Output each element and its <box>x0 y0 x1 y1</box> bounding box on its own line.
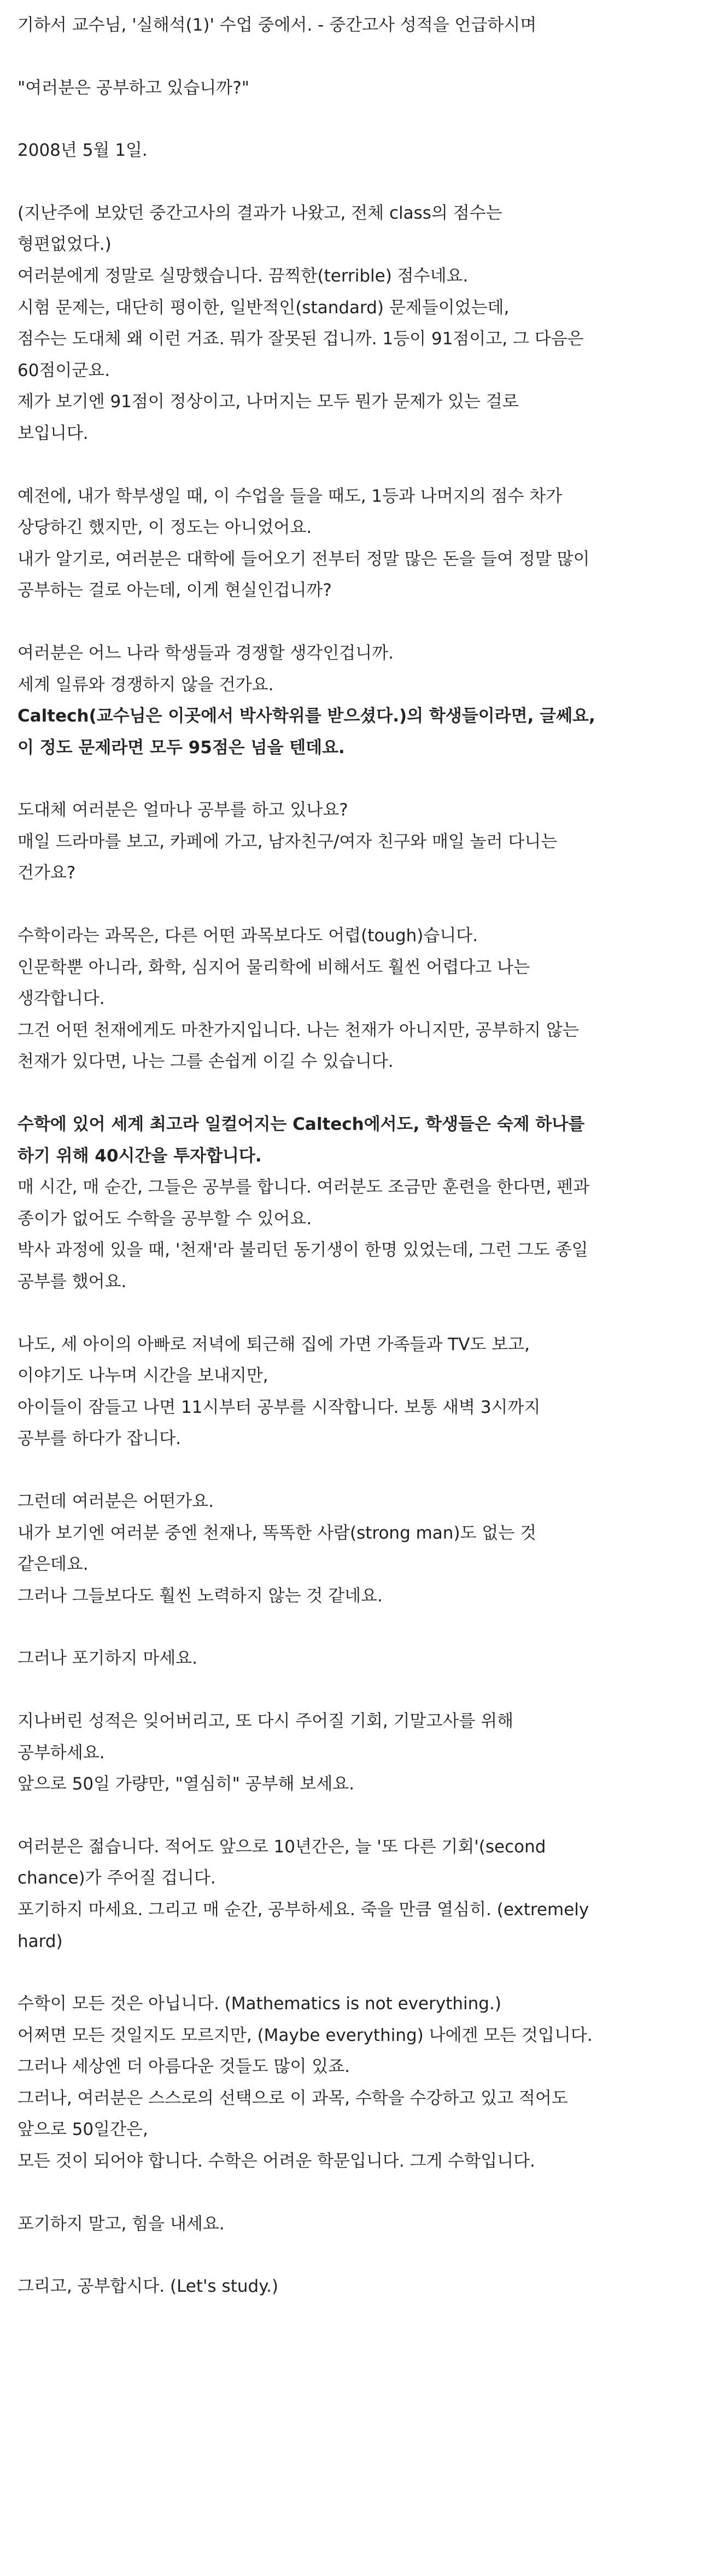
text-line: 그러나, 여러분은 스스로의 선택으로 이 과목, 수학을 수강하고 있고 적어도 <box>17 2088 568 2108</box>
text-line: 종이가 없어도 수학을 공부할 수 있어요. <box>17 1208 312 1229</box>
text-line-bold: 이 정도 문제라면 모두 95점은 넘을 텐데요. <box>17 737 345 758</box>
text-line: "여러분은 공부하고 있습니까?" <box>17 78 250 98</box>
text-line: 예전에, 내가 학부생일 때, 이 수업을 들을 때도, 1등과 나머지의 점수 차가 <box>17 486 563 506</box>
text-line: 보입니다. <box>17 423 89 443</box>
text-line: 공부하세요. <box>17 1742 105 1763</box>
paragraph-study-habits <box>17 795 691 889</box>
text-line: chance)가 주어질 겁니다. <box>17 1868 216 1888</box>
text-line: 수학이라는 과목은, 다른 어떤 과목보다도 어렵(tough)습니다. <box>17 926 478 946</box>
text-line-bold: Caltech(교수님은 이곳에서 박사학위를 받으셨다.)의 학생들이라면, 글쎄요, <box>17 706 595 726</box>
text-line: 앞으로 50일간은, <box>17 2120 148 2140</box>
text-line: 생각합니다. <box>17 989 105 1009</box>
text-line: 포기하지 말고, 힘을 내세요. <box>17 2214 225 2234</box>
text-line-bold: 하기 위해 40시간을 투자합니다. <box>17 1146 262 1166</box>
text-line: 기하서 교수님, '실해석(1)' 수업 중에서. - 중간고사 성적을 언급하시며 <box>17 15 537 35</box>
text-line: 매일 드라마를 보고, 카페에 가고, 남자친구/여자 친구와 매일 놀러 다니는 <box>17 831 558 852</box>
text-line: 지나버린 성적은 잊어버리고, 또 다시 주어질 기회, 기말고사를 위해 <box>17 1711 514 1731</box>
paragraph-date <box>17 135 691 167</box>
text-line: 그리고, 공부합시다. (Let's study.) <box>17 2276 279 2297</box>
paragraph-professor-routine <box>17 1329 691 1455</box>
text-line: 건가요? <box>17 863 76 883</box>
paragraph-midterm-results <box>17 198 691 450</box>
text-line: 내가 보기엔 여러분 중엔 천재나, 똑똑한 사람(strong man)도 없는 것 <box>17 1523 537 1543</box>
text-line: 그러나 세상엔 더 아름다운 것들도 많이 있죠. <box>17 2057 350 2077</box>
text-line: 앞으로 50일 가량만, "열심히" 공부해 보세요. <box>17 1774 355 1794</box>
text-line: 그러나 그들보다도 훨씬 노력하지 않는 것 같네요. <box>17 1586 383 1606</box>
text-line: 제가 보기엔 91점이 정상이고, 나머지는 모두 뭔가 문제가 있는 걸로 <box>17 392 519 412</box>
text-line: 포기하지 마세요. 그리고 매 순간, 공부하세요. 죽을 만큼 열심히. (extremely <box>17 1899 589 1920</box>
text-line: 아이들이 잠들고 나면 11시부터 공부를 시작합니다. 보통 새벽 3시까지 <box>17 1397 541 1417</box>
text-line: 시험 문제는, 대단히 평이한, 일반적인(standard) 문제들이었는데, <box>17 297 510 318</box>
paragraph-past-comparison <box>17 481 691 607</box>
text-line: 공부를 했어요. <box>17 1272 127 1292</box>
text-line: 점수는 도대체 왜 이런 거죠. 뭐가 잘못된 겁니까. 1등이 91점이고, 그 다음은 <box>17 329 584 349</box>
text-line: 상당하긴 했지만, 이 정도는 아니었어요. <box>17 518 312 538</box>
text-line: 도대체 여러분은 얼마나 공부를 하고 있나요? <box>17 800 348 820</box>
text-line: 그런데 여러분은 어떤가요. <box>17 1491 214 1511</box>
paragraph-math-everything <box>17 1988 691 2178</box>
text-line: 이야기도 나누며 시간을 보내지만, <box>17 1366 268 1386</box>
text-line: 공부를 하다가 잡니다. <box>17 1429 182 1449</box>
text-line: 같은데요. <box>17 1554 89 1575</box>
text-line: (지난주에 보았던 중간고사의 결과가 나왔고, 전체 class의 점수는 <box>17 203 502 223</box>
text-line: 내가 알기로, 여러분은 대학에 들어오기 전부터 정말 많은 돈을 들여 정말 많이 <box>17 549 590 569</box>
text-line: 수학이 모든 것은 아닙니다. (Mathematics is not everything.) <box>17 1994 501 2014</box>
text-line: 그러나 포기하지 마세요. <box>17 1648 198 1669</box>
text-line: 나도, 세 아이의 아빠로 저녁에 퇴근해 집에 가면 가족들과 TV도 보고, <box>17 1334 530 1354</box>
paragraph-final-exam <box>17 1706 691 1800</box>
text-line: 여러분은 젊습니다. 적어도 앞으로 10년간은, 늘 '또 다른 기회'(second <box>17 1836 546 1857</box>
paragraph-cheer-up <box>17 2209 691 2240</box>
text-line: 2008년 5월 1일. <box>17 140 148 161</box>
paragraph-math-difficulty <box>17 920 691 1078</box>
text-line: hard) <box>17 1931 63 1951</box>
text-line: 박사 과정에 있을 때, '천재'라 불리던 동기생이 한명 있었는데, 그런 그도 종일 <box>17 1240 588 1260</box>
text-line: 그건 어떤 천재에게도 마찬가지입니다. 나는 천재가 아니지만, 공부하지 않는 <box>17 1020 579 1040</box>
text-line: 매 시간, 매 순간, 그들은 공부를 합니다. 여러분도 조금만 훈련을 한다면, 펜과 <box>17 1177 590 1198</box>
paragraph-students-status <box>17 1486 691 1612</box>
text-line: 60점이군요. <box>17 360 110 380</box>
paragraph-title-quote <box>17 73 691 104</box>
text-line: 세계 일류와 경쟁하지 않을 건가요. <box>17 674 274 695</box>
paragraph-competition <box>17 638 691 764</box>
paragraph-heading-context <box>17 10 691 42</box>
text-line: 여러분은 어느 나라 학생들과 경쟁할 생각인겁니까. <box>17 643 394 663</box>
paragraph-caltech-effort <box>17 1109 691 1298</box>
text-line: 어쩌면 모든 것일지도 모르지만, (Maybe everything) 나에겐 모든 것입니다. <box>17 2025 593 2045</box>
text-line: 모든 것이 되어야 합니다. 수학은 어려운 학문입니다. 그게 수학입니다. <box>17 2151 535 2172</box>
text-line-bold: 수학에 있어 세계 최고라 일컬어지는 Caltech에서도, 학생들은 숙제 하나를 <box>17 1114 585 1135</box>
paragraph-lets-study <box>17 2271 691 2303</box>
text-line: 형편없었다.) <box>17 234 112 255</box>
text-line: 천재가 있다면, 나는 그를 손쉽게 이길 수 있습니다. <box>17 1052 394 1072</box>
paragraph-second-chance <box>17 1832 691 1957</box>
text-line: 공부하는 걸로 아는데, 이게 현실인겁니까? <box>17 580 332 601</box>
text-line: 여러분에게 정말로 실망했습니다. 끔찍한(terrible) 점수네요. <box>17 266 469 286</box>
paragraph-dont-give-up <box>17 1643 691 1675</box>
text-line: 인문학뿐 아니라, 화학, 심지어 물리학에 비해서도 훨씬 어렵다고 나는 <box>17 957 530 977</box>
